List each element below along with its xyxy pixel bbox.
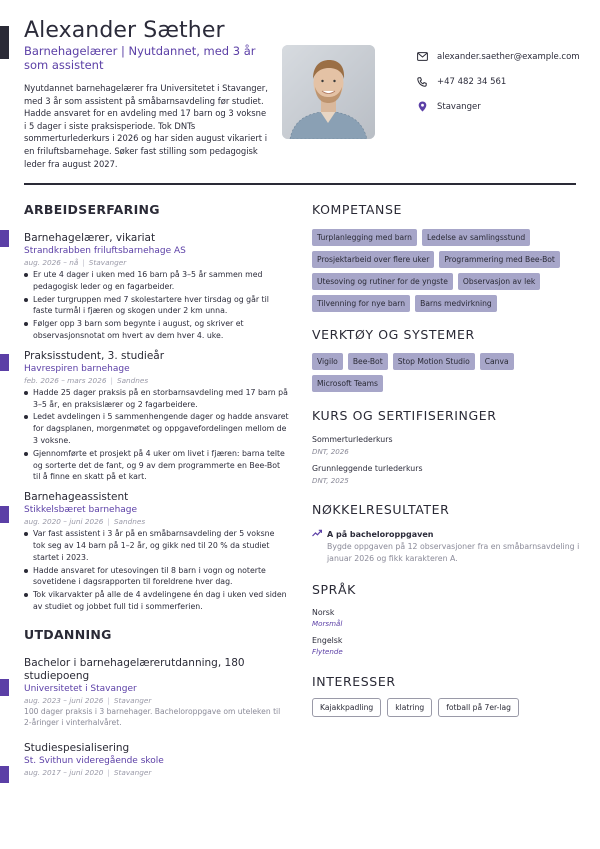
job-bullets xyxy=(24,528,289,613)
job-bullets xyxy=(24,269,289,342)
resume-header xyxy=(24,18,584,188)
cert-name: Sommerturlederkurs xyxy=(312,435,393,444)
job-meta: aug. 2026 – nå | Stavanger xyxy=(24,258,127,267)
certs-heading: KURS OG SERTIFISERINGER xyxy=(312,408,497,423)
job-company: Havrespiren barnehage xyxy=(24,363,130,374)
job-dates: aug. 2026 – nå xyxy=(24,258,79,267)
tool-tag: Bee-Bot xyxy=(348,353,388,370)
envelope-icon xyxy=(414,52,430,61)
job-accent-bar xyxy=(0,354,9,371)
contact-block xyxy=(414,44,594,119)
education-dates: aug. 2017 – juni 2020 xyxy=(24,767,104,777)
job-entry xyxy=(24,232,289,342)
job-bullets xyxy=(24,387,289,483)
cert-item xyxy=(312,435,582,457)
job-location: Sandnes xyxy=(113,517,146,527)
email-text: alexander.saether@example.com xyxy=(437,51,580,62)
bullet-item: Hadde 25 dager praksis på en storbarnsavdeling med 17 barn på 3–5 år, en praksislærer og 2 fagarbeidere. xyxy=(24,387,289,411)
trending-up-icon xyxy=(312,529,322,540)
job-title: Praksisstudent, 3. studieår xyxy=(24,349,165,362)
education-accent-bar xyxy=(0,766,9,783)
cert-name: Grunnleggende turlederkurs xyxy=(312,464,423,473)
education-dates: aug. 2023 – juni 2026 xyxy=(24,695,104,705)
cert-org: DNT, 2026 xyxy=(312,447,349,456)
language-item xyxy=(312,608,582,629)
achievement-item xyxy=(312,529,582,565)
job-dates: aug. 2020 – juni 2026 xyxy=(24,517,104,527)
interests-heading: INTERESSER xyxy=(312,674,396,689)
contact-email[interactable] xyxy=(414,44,594,69)
skill-tag: Ledelse av samlingsstund xyxy=(422,229,530,246)
candidate-role: Barnehagelærer | Nyutdannet, med 3 år som assistent xyxy=(24,44,256,72)
education-entry xyxy=(24,742,289,778)
education-degree: Bachelor i barnehagelærerutdanning, 180 studiepoeng xyxy=(24,656,245,682)
bullet-item: Følger opp 3 barn som begynte i august, og skriver et observasjonsnotat om hvert av dem hver 4. uke. xyxy=(24,318,289,342)
profile-photo xyxy=(282,45,375,139)
education-school: Universitetet i Stavanger xyxy=(24,683,137,694)
job-location: Sandnes xyxy=(116,375,149,385)
bullet-item: Er ute 4 dager i uken med 16 barn på 3–5 år sammen med pedagogisk leder og en fagarbeider. xyxy=(24,269,289,293)
tool-tag: Microsoft Teams xyxy=(312,375,383,392)
education-degree: Studiespesialisering xyxy=(24,741,130,754)
bullet-item: Var fast assistent i 3 år på en småbarnsavdeling der 5 voksne tok seg av 14 barn på 1–2 år, og gikk ned til 20 % da studiet startet i 2023. xyxy=(24,528,289,563)
interest-tag: Kajakkpadling xyxy=(312,698,381,717)
candidate-name: Alexander Sæther xyxy=(24,18,225,43)
bullet-item: Gjennomførte et prosjekt på 4 uker om livet i fjæren: barna telte og sorterte det de fant, og 9 av dem programmerte en Bee-Bot til å finne en skatt på et kart. xyxy=(24,448,289,483)
job-meta: aug. 2020 – juni 2026 | Sandnes xyxy=(24,517,146,527)
phone-text: +47 482 34 561 xyxy=(437,76,507,87)
education-school: St. Svithun videregående skole xyxy=(24,755,164,766)
job-accent-bar xyxy=(0,506,9,523)
tools-heading: VERKTØY OG SYSTEMER xyxy=(312,327,475,342)
languages-heading: SPRÅK xyxy=(312,582,356,597)
education-meta: aug. 2023 – juni 2026 | Stavanger xyxy=(24,695,152,705)
job-dates: feb. 2026 – mars 2026 xyxy=(24,375,107,385)
header-divider xyxy=(24,183,576,185)
skills-heading: KOMPETANSE xyxy=(312,202,402,217)
skills-tags xyxy=(312,229,582,312)
job-accent-bar xyxy=(0,230,9,247)
job-entry xyxy=(24,350,289,483)
bullet-item: Tok vikarvakter på alle de 4 avdelingene én dag i uken ved siden av studiet og jobbet full tid i sommerferien. xyxy=(24,589,289,613)
job-meta: feb. 2026 – mars 2026 | Sandnes xyxy=(24,375,149,385)
job-company: Strandkrabben friluftsbarnehage AS xyxy=(24,246,186,256)
language-name: Engelsk xyxy=(312,636,343,645)
location-text: Stavanger xyxy=(437,101,481,112)
contact-location xyxy=(414,94,594,119)
education-entry xyxy=(24,657,289,728)
education-location: Stavanger xyxy=(113,695,152,705)
profile-summary: Nyutdannet barnehagelærer fra Universitetet i Stavanger, med 3 år som assistent på småbarnsavdeling før studiet. Hadde ansvaret for en avdeling med 17 barn og 3 voksne i 5 dager i siste praksisperiode. Tok DNTs sommerturlederkurs i 2026 og har siden august vikariert i en friluftsbarnehage. Søker fast stilling som pedagogisk leder fra august 2027. xyxy=(24,83,268,169)
header-accent-bar xyxy=(0,26,9,59)
bullet-item: Hadde ansvaret for utesovingen til 8 barn i vogn og noterte sovetidene i dagsrapporten til foreldrene hver dag. xyxy=(24,565,289,589)
bullet-item: Leder turgruppen med 7 skolestartere hver tirsdag og går til faste turmål i fjæren og skogen under 2 km unna. xyxy=(24,294,289,318)
skill-tag: Programmering med Bee-Bot xyxy=(439,251,560,268)
skill-tag: Turplanlegging med barn xyxy=(312,229,417,246)
education-description: 100 dager praksis i 3 barnehager. Bacheloroppgave om uteleken til 2-åringer i vinterhalvåret. xyxy=(24,706,281,727)
skill-tag: Observasjon av lek xyxy=(458,273,540,290)
achievements-heading: NØKKELRESULTATER xyxy=(312,502,450,517)
location-pin-icon xyxy=(414,101,430,112)
interests-tags xyxy=(312,698,582,717)
tool-tag: Canva xyxy=(480,353,514,370)
skill-tag: Barns medvirkning xyxy=(415,295,497,312)
skill-tag: Tilvenning for nye barn xyxy=(312,295,410,312)
language-level: Morsmål xyxy=(312,619,343,628)
language-name: Norsk xyxy=(312,608,335,617)
job-location: Stavanger xyxy=(88,258,127,267)
language-item xyxy=(312,636,582,657)
tool-tag: Stop Motion Studio xyxy=(393,353,475,370)
achievement-title: A på bacheloroppgaven xyxy=(327,530,434,539)
education-accent-bar xyxy=(0,679,9,696)
tool-tag: Vigilo xyxy=(312,353,343,370)
cert-org: DNT, 2025 xyxy=(312,476,349,485)
education-meta: aug. 2017 – juni 2020 | Stavanger xyxy=(24,767,152,777)
phone-icon xyxy=(414,77,430,87)
right-column xyxy=(312,202,582,717)
job-title: Barnehageassistent xyxy=(24,491,129,504)
job-entry xyxy=(24,491,289,613)
language-level: Flytende xyxy=(312,647,343,656)
skill-tag: Prosjektarbeid over flere uker xyxy=(312,251,434,268)
job-title: Barnehagelærer, vikariat xyxy=(24,232,156,244)
left-column xyxy=(24,202,289,778)
interest-tag: klatring xyxy=(387,698,432,717)
bullet-item: Ledet avdelingen i 5 sammenhengende dager og hadde ansvaret for dagsplanen, morgenmøtet og oppgavefordelingen mellom de 3 voksne. xyxy=(24,411,289,446)
achievement-desc: Bygde oppgaven på 12 observasjoner fra en småbarnsavdeling i januar 2026 og fikk karakteren A. xyxy=(327,542,580,563)
tools-tags xyxy=(312,353,582,392)
education-location: Stavanger xyxy=(113,767,152,777)
skill-tag: Utesoving og rutiner for de yngste xyxy=(312,273,453,290)
job-company: Stikkelsbæret barnehage xyxy=(24,505,138,516)
experience-heading: ARBEIDSERFARING xyxy=(24,202,160,217)
cert-item xyxy=(312,464,582,486)
contact-phone[interactable] xyxy=(414,69,594,94)
education-heading: UTDANNING xyxy=(24,626,112,642)
interest-tag: fotball på 7er-lag xyxy=(438,698,519,717)
